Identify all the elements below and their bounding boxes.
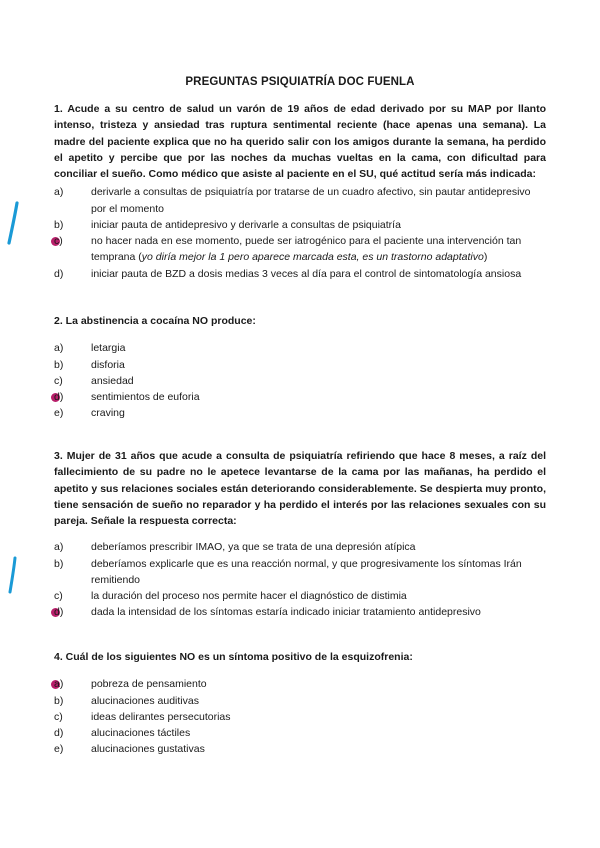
option — [54, 184, 546, 216]
question-1 — [54, 101, 546, 282]
option-marked — [54, 389, 546, 405]
option-letter: a) — [54, 678, 64, 691]
option-letter: d) — [54, 390, 64, 403]
option — [54, 217, 546, 233]
option-text: dada la intensidad de los síntomas estaría indicado iniciar tratamiento antidepresivo — [91, 606, 481, 619]
option-text: alucinaciones gustativas — [91, 743, 205, 756]
option-text: ansiedad — [91, 374, 134, 387]
option-letter: a) — [54, 342, 64, 355]
option-letter: b) — [54, 694, 64, 707]
option-text: letargia — [91, 342, 126, 355]
option-text: sentimientos de euforia — [91, 390, 200, 403]
options-list — [54, 340, 546, 421]
option-letter: b) — [54, 218, 64, 231]
option — [54, 405, 546, 421]
option-marked — [54, 676, 546, 692]
option — [54, 357, 546, 373]
option-letter: e) — [54, 743, 64, 756]
question-3 — [54, 448, 546, 621]
option — [54, 340, 546, 356]
option-text: craving — [91, 407, 125, 420]
option-text: pobreza de pensamiento — [91, 678, 207, 691]
option-letter: c) — [54, 235, 63, 248]
options-list — [54, 539, 546, 620]
option — [54, 709, 546, 725]
option — [54, 693, 546, 709]
option-text: la duración del proceso nos permite hacer el diagnóstico de distimia — [91, 590, 407, 603]
option — [54, 556, 546, 588]
options-list — [54, 676, 546, 757]
option-letter: c) — [54, 710, 63, 723]
question-2 — [54, 313, 546, 421]
option — [54, 725, 546, 741]
option — [54, 266, 546, 282]
option-text: iniciar pauta de antidepresivo y derivarle a consultas de psiquiatría — [91, 218, 401, 231]
page-title: PREGUNTAS PSIQUIATRÍA DOC FUENLA — [185, 76, 415, 88]
question-4 — [54, 649, 546, 757]
option-letter: a) — [54, 186, 64, 199]
question-text: 3. Mujer de 31 años que acude a consulta de psiquiatría refiriendo que hace 8 meses, a raíz del fallecimiento de su padre no le apetece levantarse de la cama por las mañanas, ha perdido el apetito y sus relaciones sociales están deteriorando considerablemente. Se despierta muy pronto, tiene sensación de sueño no reparador y ha perdido el interés por las relaciones sexuales con su pareja. Señale la respuesta correcta: — [54, 450, 546, 528]
option-text: iniciar pauta de BZD a dosis medias 3 veces al día para el control de sintomatología ansiosa — [91, 267, 522, 280]
option-letter: d) — [54, 726, 64, 739]
option-text: ideas delirantes persecutorias — [91, 710, 231, 723]
option-text: deberíamos prescribir IMAO, ya que se trata de una depresión atípica — [91, 541, 416, 554]
option-text: deberíamos explicarle que es una reacción normal, y que progresivamente los síntomas Irán remitiendo — [91, 557, 522, 586]
option-letter: a) — [54, 541, 64, 554]
pen-mark-icon — [0, 552, 30, 600]
option-text: disforia — [91, 358, 125, 371]
option-letter: c) — [54, 590, 63, 603]
option-letter: b) — [54, 557, 64, 570]
option-text: alucinaciones auditivas — [91, 694, 199, 707]
option-text: no hacer nada en ese momento, puede ser iatrogénico para el paciente una intervención tan temprana (yo diría mejor la 1 pero aparece marcada esta, es un trastorno adaptativo) — [91, 235, 522, 264]
option — [54, 373, 546, 389]
option-marked — [54, 233, 546, 265]
option-letter: c) — [54, 374, 63, 387]
option — [54, 741, 546, 757]
option-text: derivarle a consultas de psiquiatría por tratarse de un cuadro afectivo, sin pautar antidepresivo por el momento — [91, 186, 531, 215]
option-text: alucinaciones táctiles — [91, 726, 191, 739]
option-marked — [54, 604, 546, 620]
question-text: 4. Cuál de los siguientes NO es un síntoma positivo de la esquizofrenia: — [54, 651, 413, 663]
options-list — [54, 184, 546, 281]
option-letter: d) — [54, 606, 64, 619]
option — [54, 539, 546, 555]
question-text: 2. La abstinencia a cocaína NO produce: — [54, 315, 256, 327]
question-text: 1. Acude a su centro de salud un varón de 19 años de edad derivado por su MAP por llanto intenso, tristeza y ansiedad tras ruptura sentimental reciente (hace apenas una semana). La madre del paciente explica que no ha querido salir con los amigos durante la semana, ha perdido el apetito y percibe que por las noches da muchas vueltas en la cama, con dificultad para conciliar el sueño. Como médico que asiste al paciente en el SU, qué actitud sería más indicada: — [54, 103, 546, 181]
pen-mark-icon — [0, 195, 30, 255]
option-letter: d) — [54, 267, 64, 280]
option-letter: b) — [54, 358, 64, 371]
option — [54, 588, 546, 604]
option-note: yo diría mejor la 1 pero aparece marcada esta, es un trastorno adaptativo — [141, 251, 484, 264]
option-letter: e) — [54, 407, 64, 420]
